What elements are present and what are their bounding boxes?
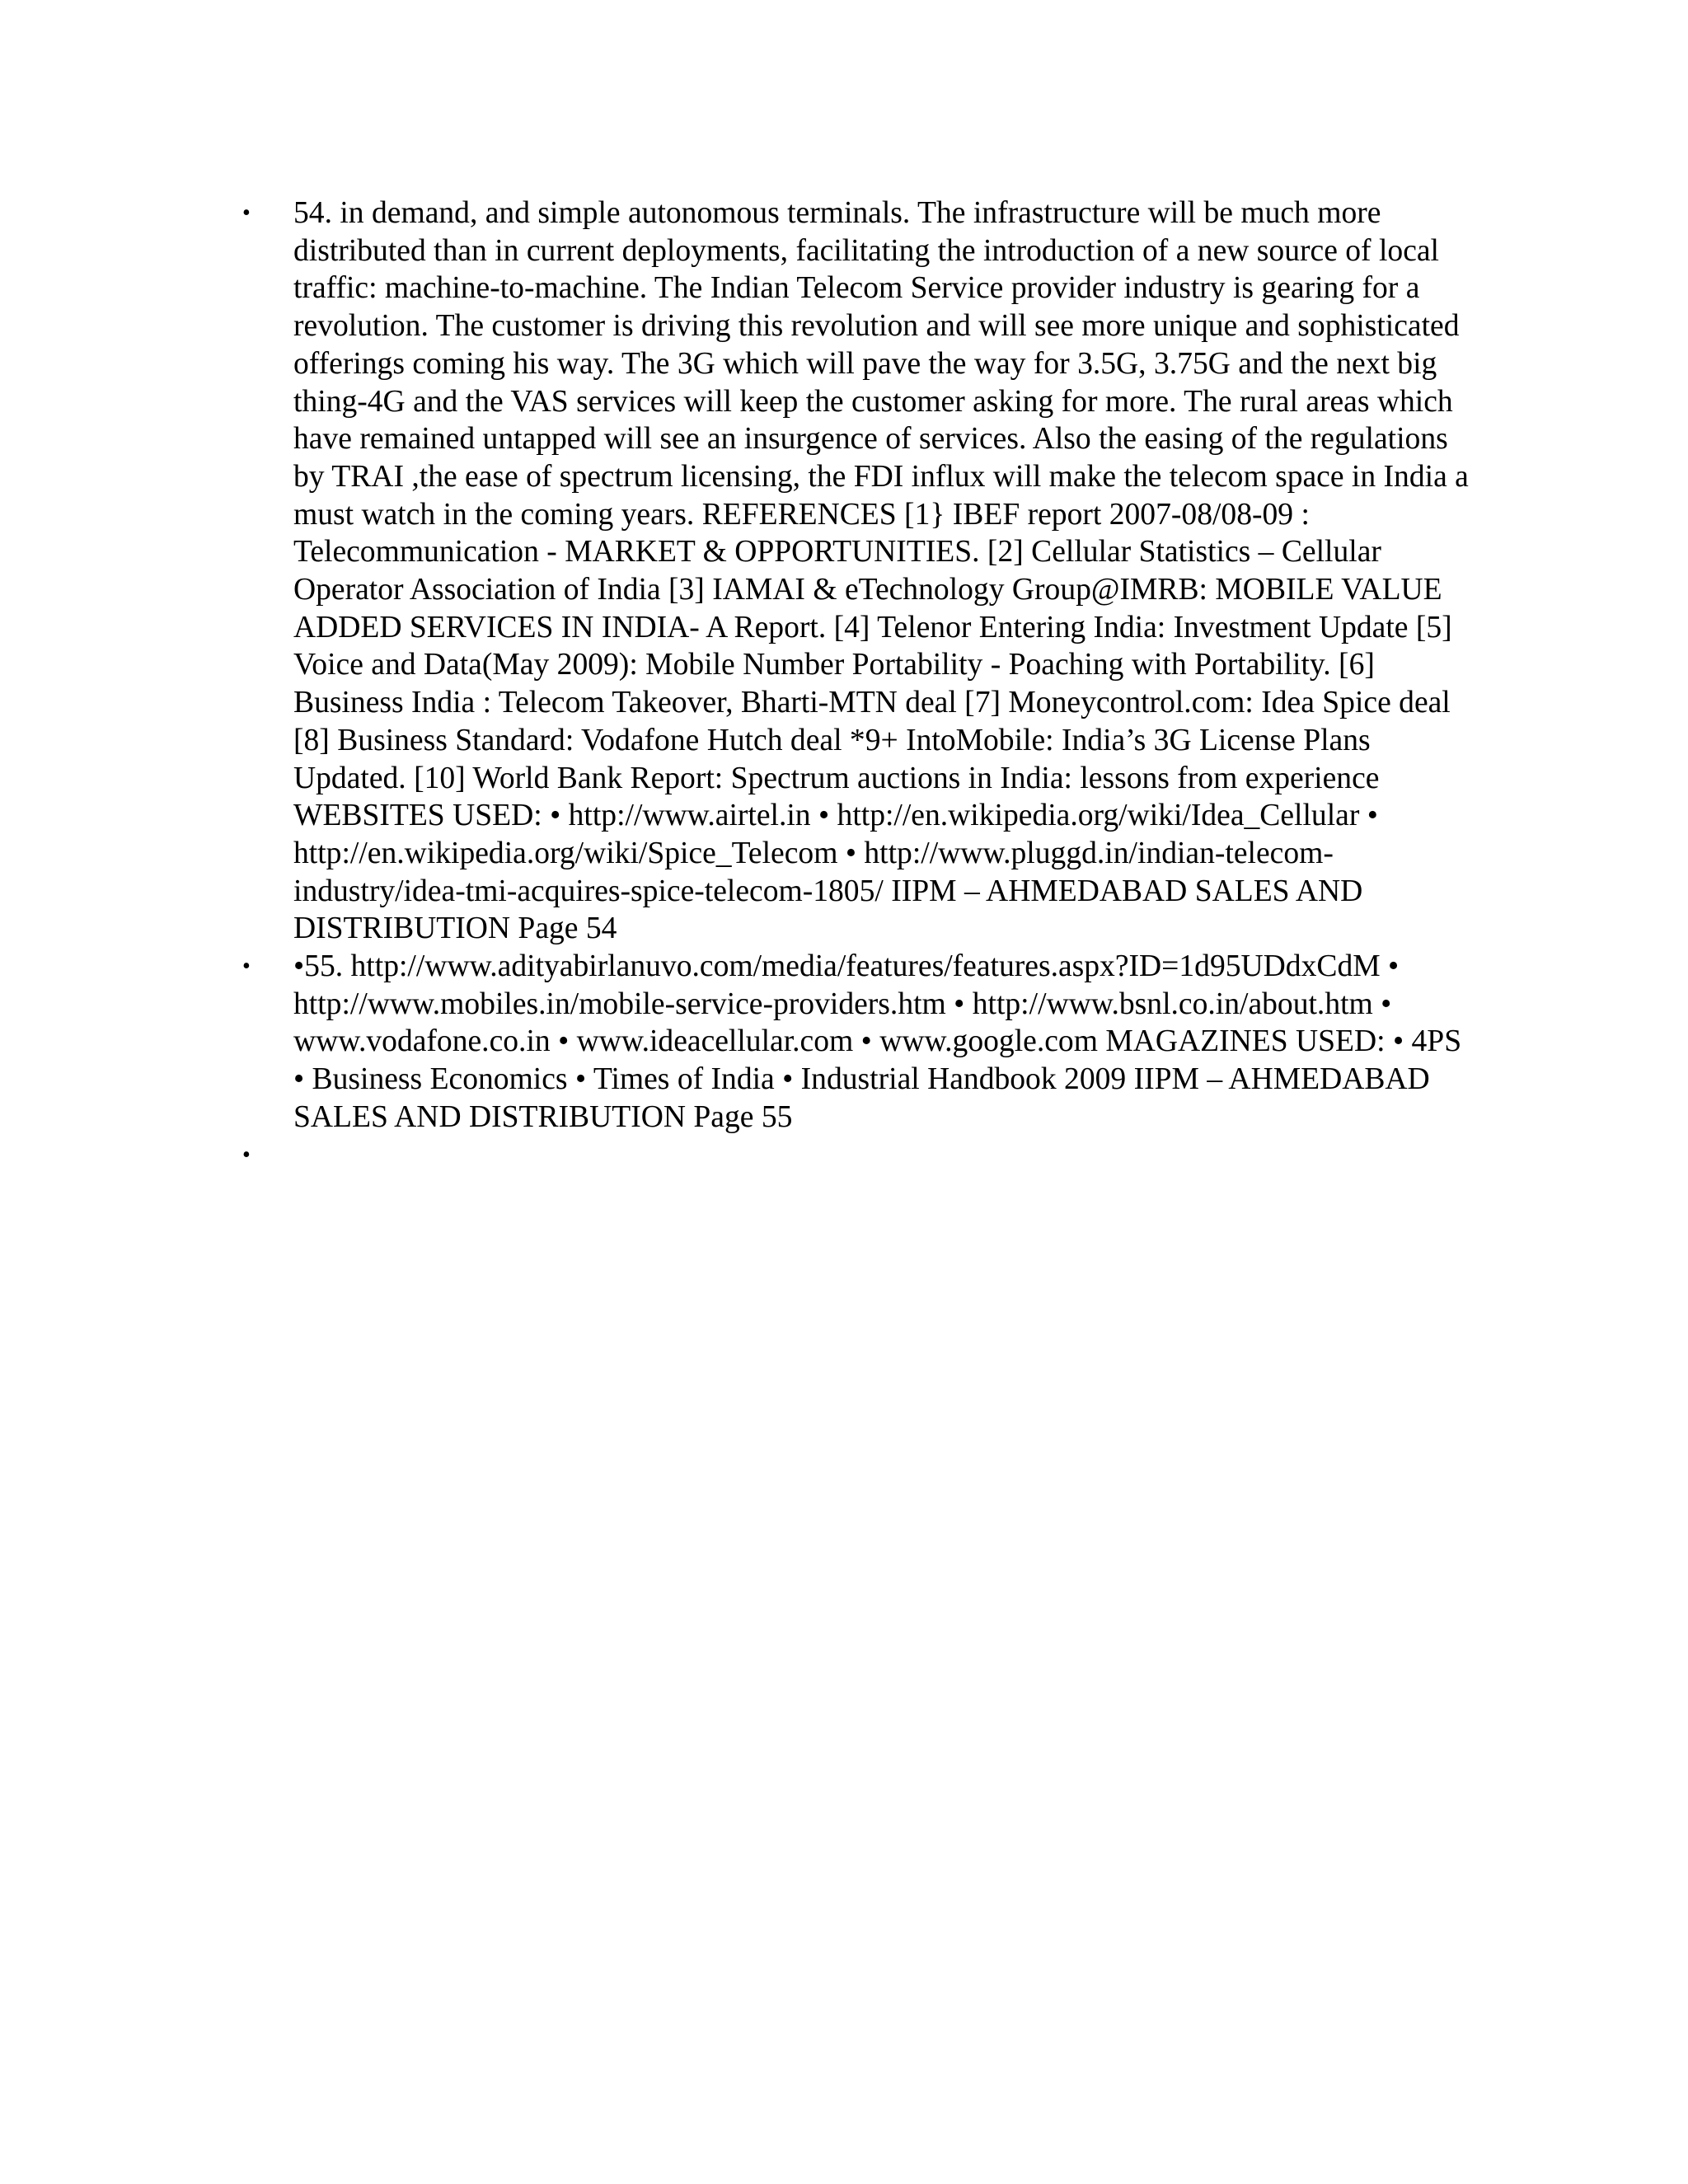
paragraph-text	[293, 1137, 1475, 1174]
paragraph-text: 54. in demand, and simple autonomous terminals. The infrastructure will be much more distributed than in current deployments, facilitating the introduction of a new source of local traffic: machine-to-machine. The Indian Telecom Service provider industry is gearing for a revolution. The customer is driving this revolution and will see more unique and sophisticated offerings coming his way. The 3G which will pave the way for 3.5G, 3.75G and the next big thing-4G and the VAS services will keep the customer asking for more. The rural areas which have remained untapped will see an insurgence of services. Also the easing of the regulations by TRAI ,the ease of spectrum licensing, the FDI influx will make the telecom space in India a must watch in the coming years. REFERENCES [1} IBEF report 2007-08/08-09 : Telecommunication - MARKET & OPPORTUNITIES. [2] Cellular Statistics – Cellular Operator Association of India [3] IAMAI & eTechnology Group@IMRB: MOBILE VALUE ADDED SERVICES IN INDIA- A Report. [4] Telenor Entering India: Investment Update [5] Voice and Data(May 2009): Mobile Number Portability - Poaching with Portability. [6] Business India : Telecom Takeover, Bharti-MTN deal [7] Moneycontrol.com: Idea Spice deal [8] Business Standard: Vodafone Hutch deal *9+ IntoMobile: India’s 3G License Plans Updated. [10] World Bank Report: Spectrum auctions in India: lessons from experience WEBSITES USED: • http://www.airtel.in • http://en.wikipedia.org/wiki/Idea_Cellular • http://en.wikipedia.org/wiki/Spice_Telecom • http://www.pluggd.in/indian-telecom-industry/idea-tmi-acquires-spice-telecom-1805/ IIPM – AHMEDABAD SALES AND DISTRIBUTION Page 54	[293, 196, 1469, 946]
list-item	[239, 948, 1475, 1137]
list-item	[239, 1137, 1475, 1174]
bullet-list	[239, 194, 1475, 1174]
paragraph-text: •55. http://www.adityabirlanuvo.com/media/features/features.aspx?ID=1d95UDdxCdM • http://www.mobiles.in/mobile-service-providers.htm • http://www.bsnl.co.in/about.htm • www.vodafone.co.in • www.ideacellular.com • www.google.com MAGAZINES USED: • 4PS • Business Economics • Times of India • Industrial Handbook 2009 IIPM – AHMEDABAD SALES AND DISTRIBUTION Page 55	[293, 949, 1462, 1134]
bullet-marker: •	[242, 1141, 251, 1168]
list-item	[239, 194, 1475, 948]
bullet-marker: •	[242, 200, 251, 226]
bullet-marker: •	[242, 954, 251, 980]
